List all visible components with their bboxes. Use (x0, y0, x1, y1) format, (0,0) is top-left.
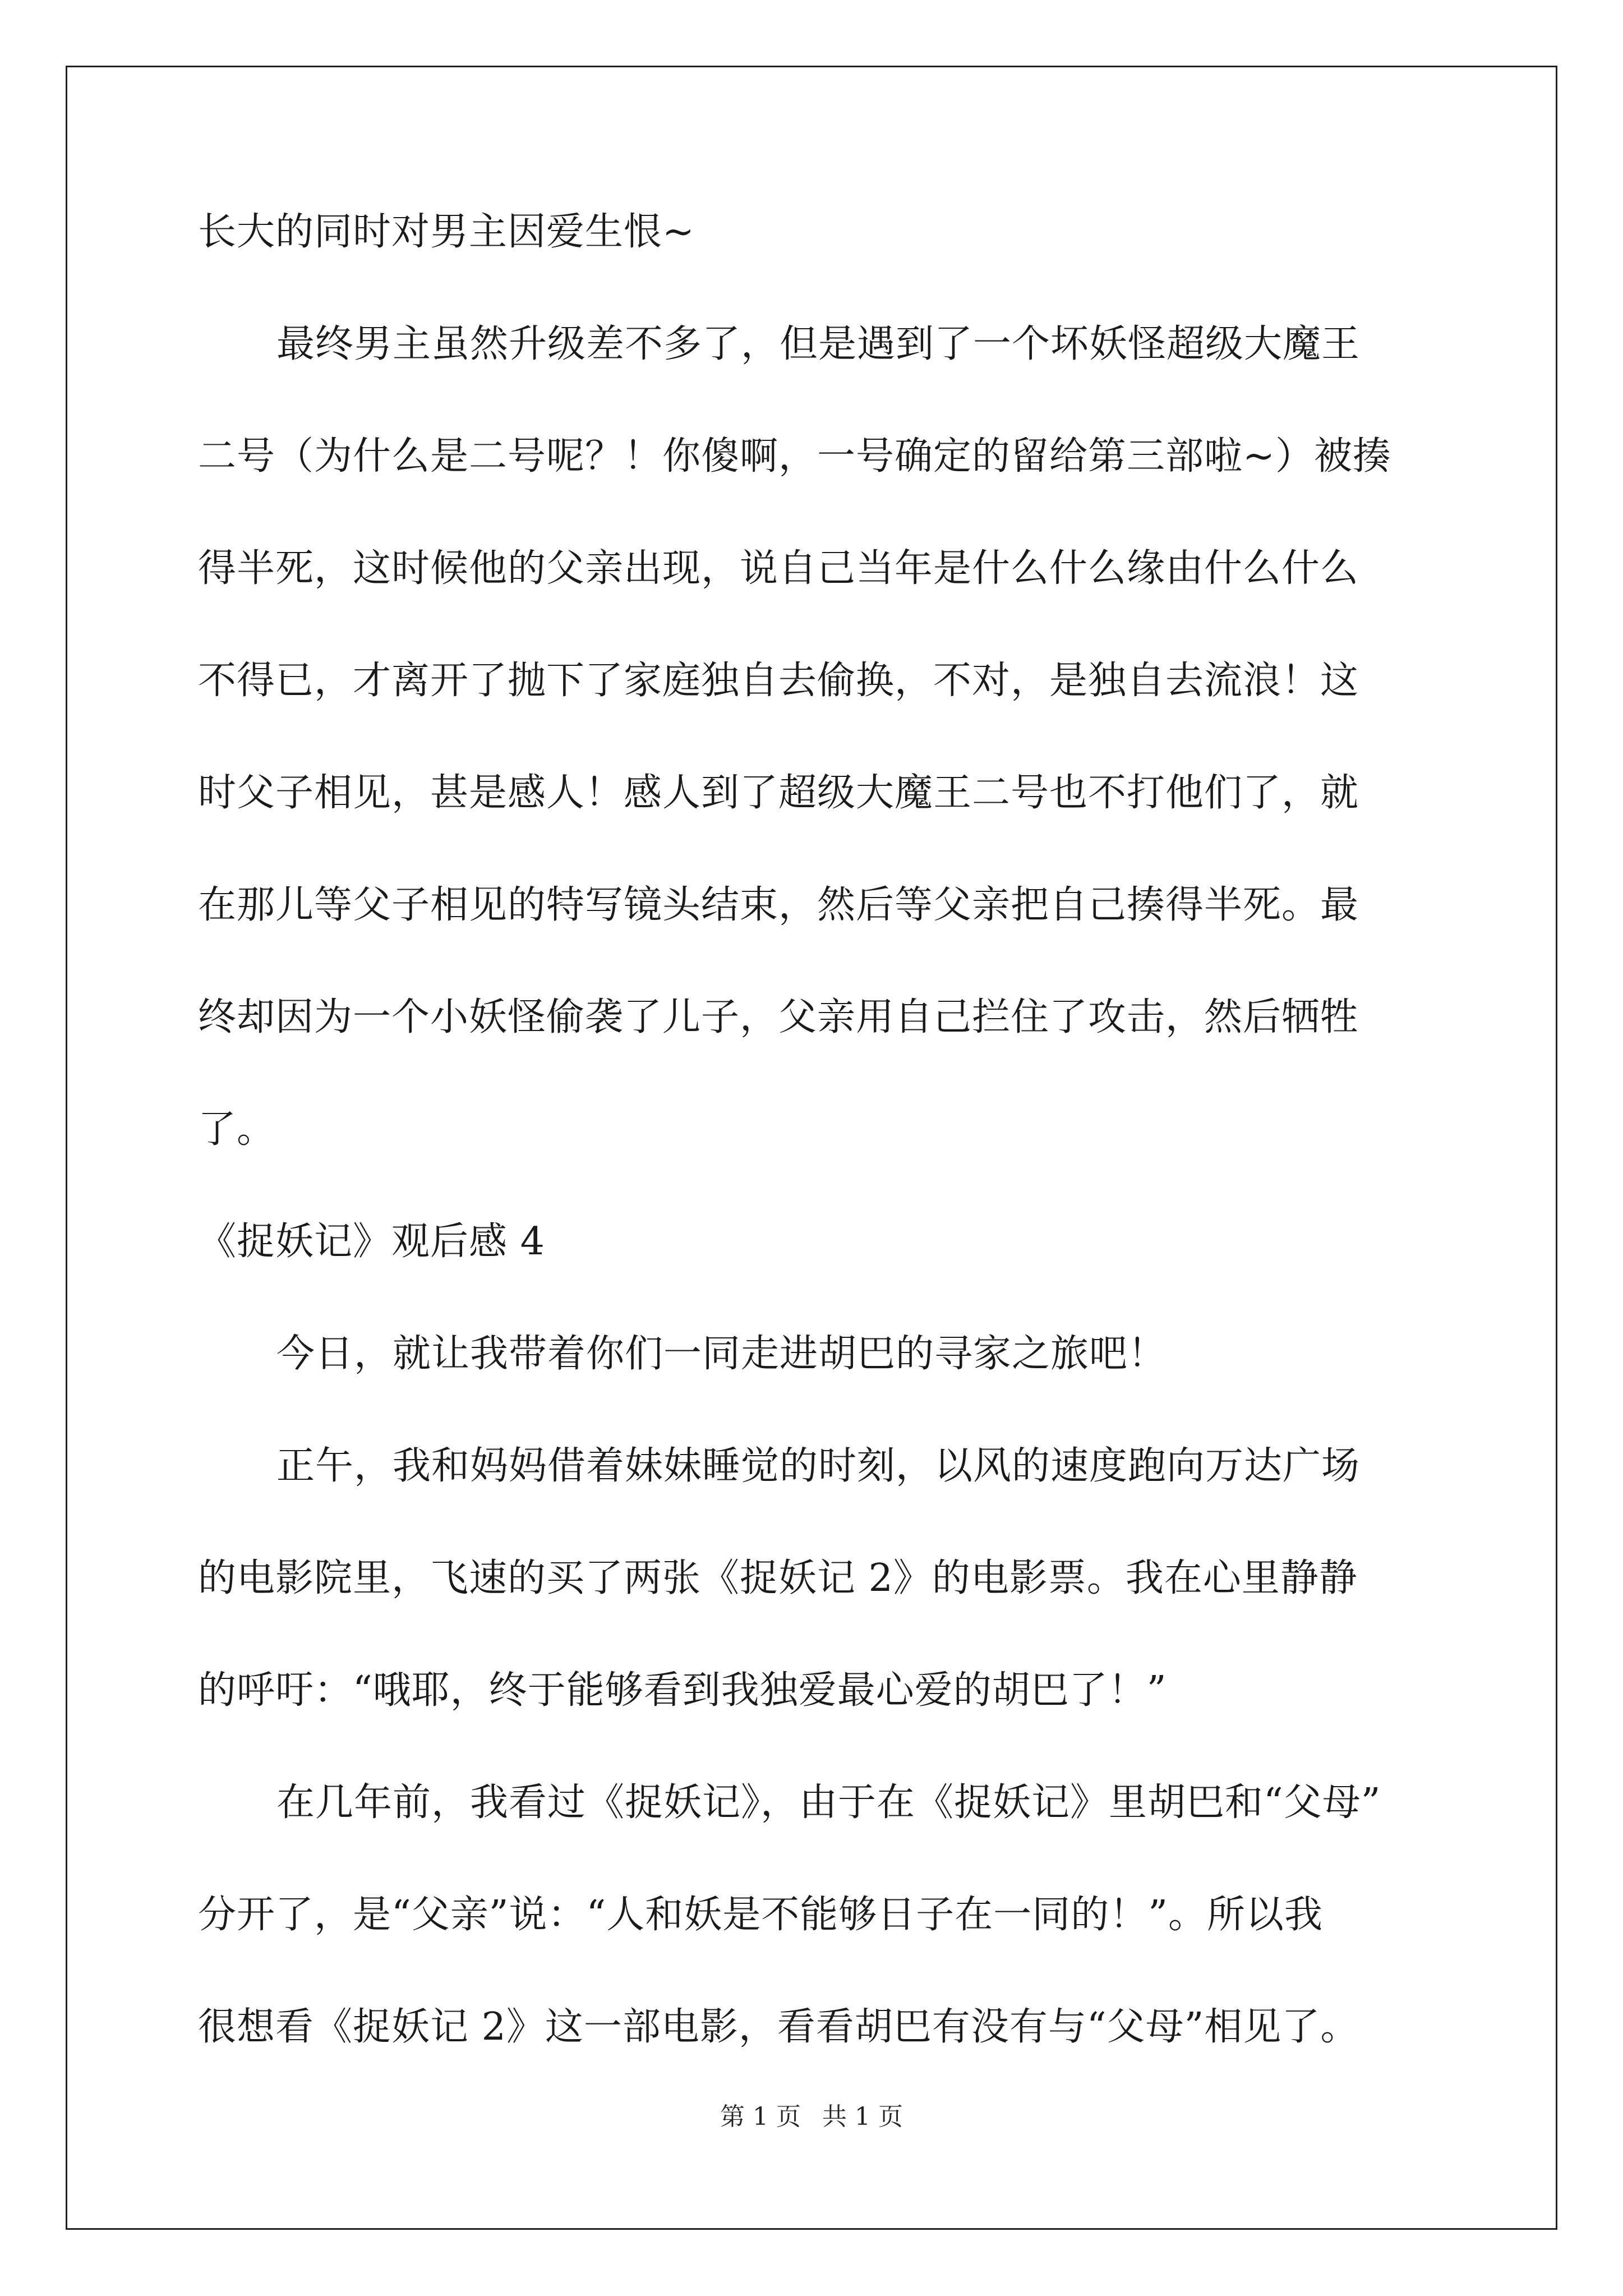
text-line: 在那儿等父子相见的特写镜头结束，然后等父亲把自己揍得半死。最 (198, 883, 1359, 927)
text-line: 二号（为什么是二号呢？！你傻啊，一号确定的留给第三部啦~）被揍 (198, 434, 1391, 478)
text-line: 的呼吁：“哦耶，终于能够看到我独爱最心爱的胡巴了！” (198, 1668, 1167, 1713)
text-line: 终却因为一个小妖怪偷袭了儿子，父亲用自己拦住了攻击，然后牺牲 (198, 995, 1359, 1039)
text-line: 长大的同时对男主因爱生恨~ (198, 210, 695, 254)
text-line: 了。 (198, 1107, 276, 1152)
text-line: 的电影院里，飞速的买了两张《捉妖记 2》的电影票。我在心里静静 (198, 1556, 1358, 1600)
document-body (198, 210, 1432, 2049)
section-heading: 《捉妖记》观后感 4 (198, 1220, 545, 1264)
page-footer (0, 2102, 1623, 2131)
page-total: 共 1 页 (822, 2102, 903, 2131)
text-line: 时父子相见，甚是感人！感人到了超级大魔王二号也不打他们了，就 (198, 771, 1359, 815)
text-line: 不得已，才离开了抛下了家庭独自去偷换，不对，是独自去流浪！这 (198, 659, 1359, 703)
page-number: 第 1 页 (720, 2102, 801, 2131)
paragraph-start: 正午，我和妈妈借着妹妹睡觉的时刻，以风的速度跑向万达广场 (276, 1444, 1361, 1488)
text-line: 分开了，是“父亲”说：“人和妖是不能够日子在一同的！”。所以我 (198, 1893, 1324, 1937)
paragraph-start: 最终男主虽然升级差不多了，但是遇到了一个坏妖怪超级大魔王 (276, 322, 1361, 366)
text-line: 很想看《捉妖记 2》这一部电影，看看胡巴有没有与“父母”相见了。 (198, 2005, 1359, 2049)
paragraph-start: 在几年前，我看过《捉妖记》，由于在《捉妖记》里胡巴和“父母” (276, 1780, 1381, 1825)
text-line: 得半死，这时候他的父亲出现，说自己当年是什么什么缘由什么什么 (198, 546, 1359, 591)
paragraph-start: 今日，就让我带着你们一同走进胡巴的寻家之旅吧！ (276, 1332, 1167, 1376)
